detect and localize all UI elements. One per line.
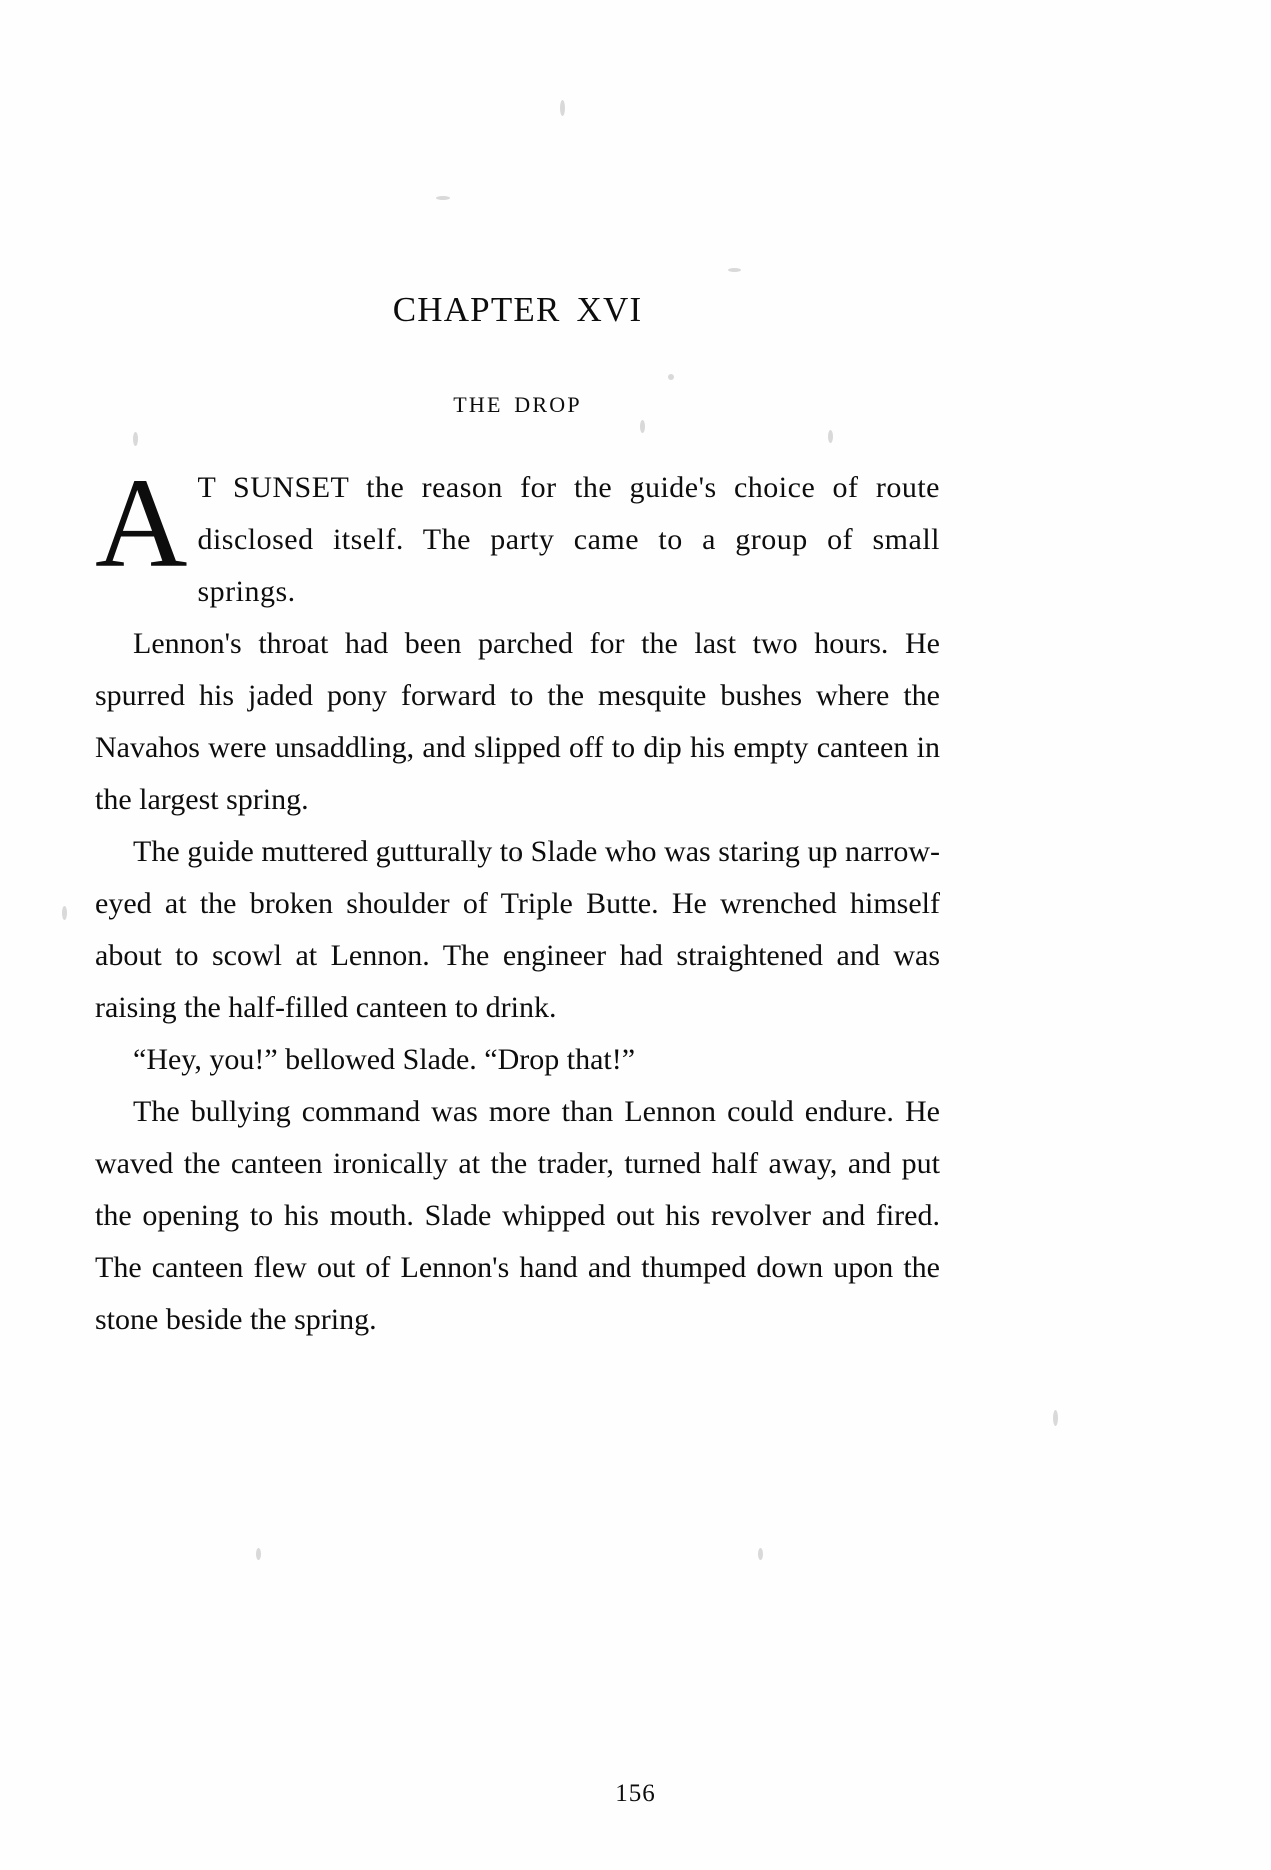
paragraph-5: The bullying command was more than Lennon could endure. He waved the canteen ironically at the trader, turned half away, and put the opening to his mouth. Slade whipped out his revolver and fired. The canteen flew out of Lennon's hand and thumped down upon the stone beside the spring. — [95, 1095, 940, 1336]
scan-speck — [758, 1548, 763, 1560]
scan-speck — [728, 268, 741, 272]
scan-speck — [1053, 1410, 1058, 1426]
chapter-heading: CHAPTER XVI — [392, 290, 643, 329]
body-copy — [95, 452, 940, 1346]
scan-speck — [436, 196, 450, 200]
page-text-block — [95, 290, 940, 1346]
chapter-subtitle: THE DROP — [453, 392, 582, 417]
paragraph-3: The guide muttered gutturally to Slade who was staring up narrow-eyed at the broken shoulder of Triple Butte. He wrenched himself about to scowl at Lennon. The engineer had straightened and was raising the half-filled canteen to drink. — [95, 835, 940, 1024]
drop-cap: A — [95, 452, 188, 594]
scan-speck — [62, 906, 67, 920]
scan-speck — [256, 1548, 261, 1560]
paragraph-1 — [95, 452, 940, 618]
paragraph-1-text: T SUNSET the reason for the guide's choice of route disclosed itself. The party came to a group of small springs. — [197, 471, 940, 608]
scan-speck — [560, 100, 565, 116]
paragraph-4: “Hey, you!” bellowed Slade. “Drop that!” — [133, 1043, 636, 1076]
page-number: 156 — [615, 1780, 656, 1807]
paragraph-2: Lennon's throat had been parched for the last two hours. He spurred his jaded pony forward to the mesquite bushes where the Navahos were unsaddling, and slipped off to dip his empty canteen in the largest spring. — [95, 627, 940, 816]
